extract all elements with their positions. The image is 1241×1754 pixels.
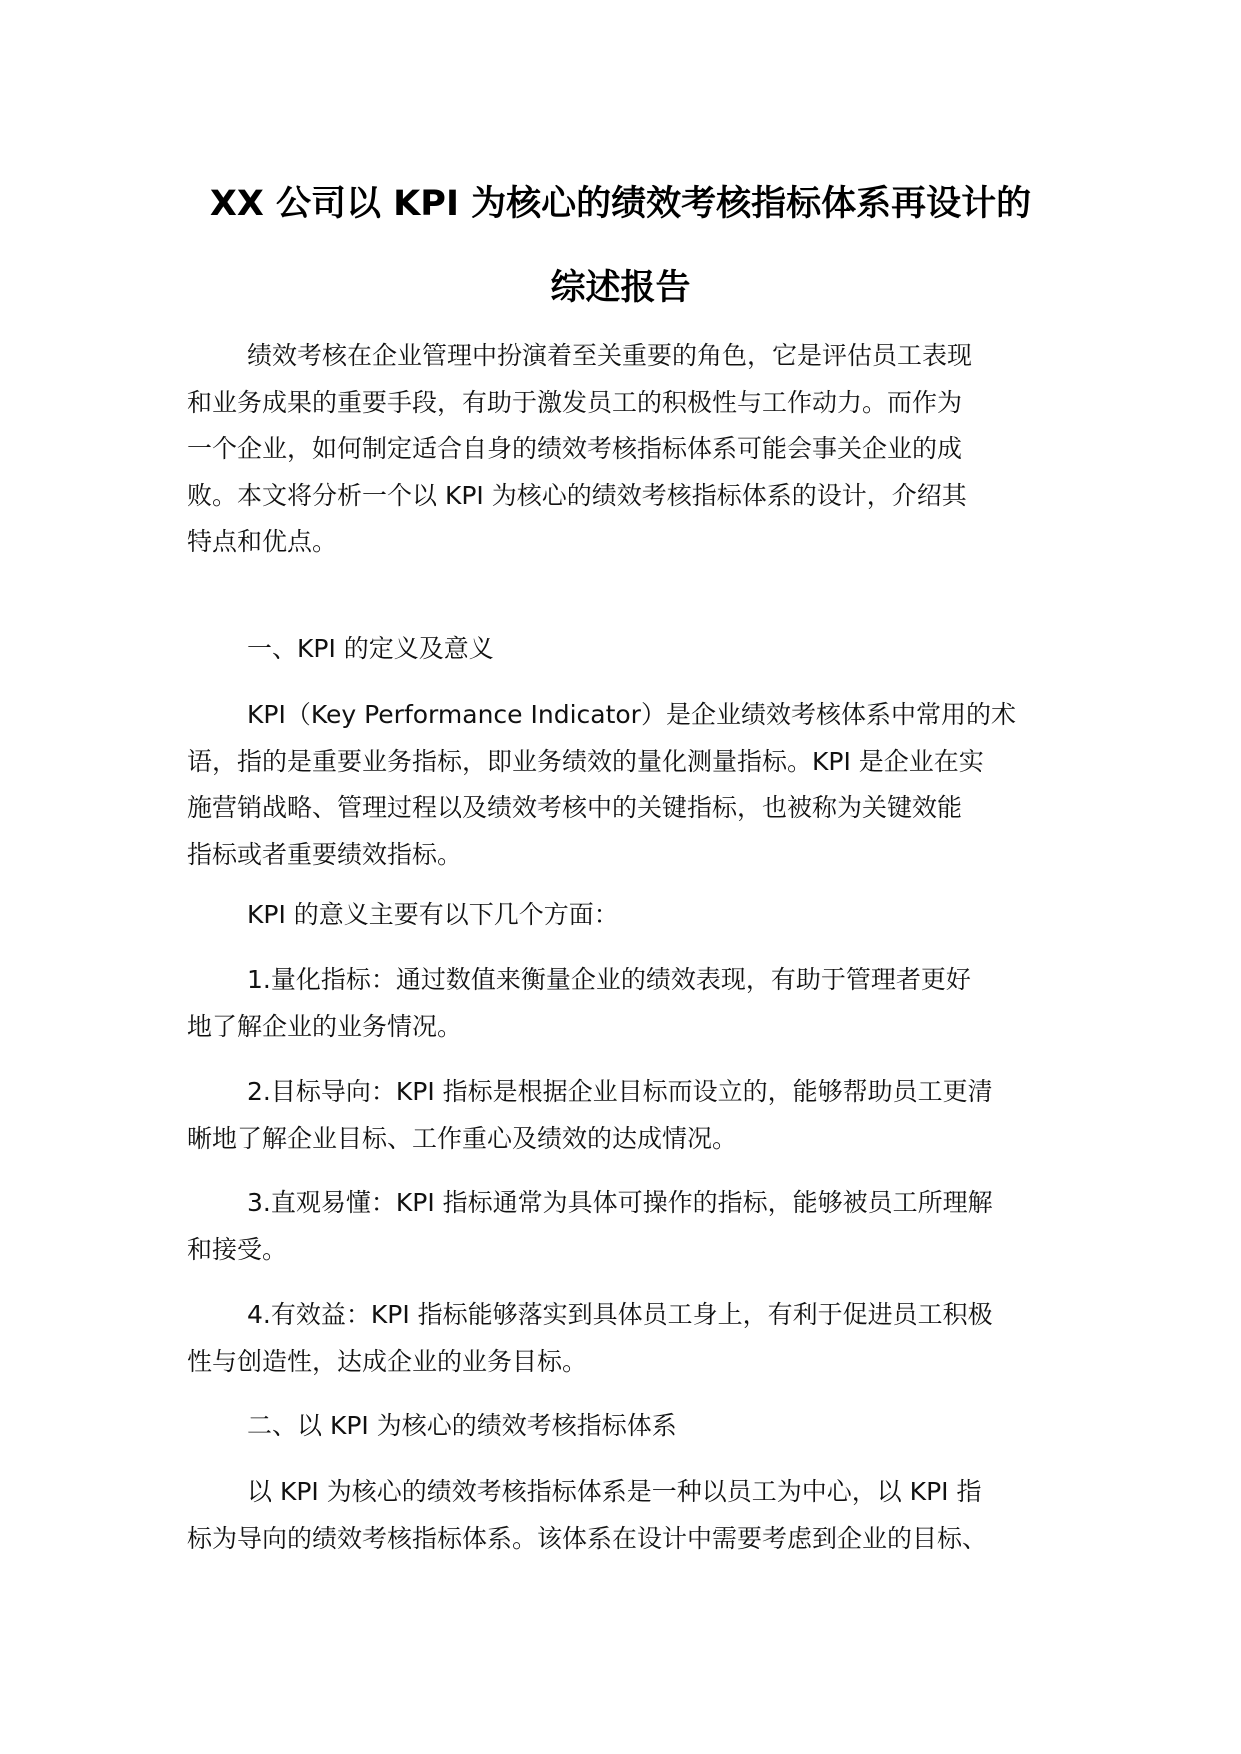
paragraph-line: 施营销战略、管理过程以及绩效考核中的关键指标，也被称为关键效能 <box>187 793 963 822</box>
section-heading-text: 一、KPI 的定义及意义 <box>247 634 494 663</box>
paragraph-line: KPI（Key Performance Indicator）是企业绩效考核体系中常用的术 <box>247 700 1016 729</box>
document-title-line-1: XX 公司以 KPI 为核心的绩效考核指标体系再设计的 <box>209 184 1032 224</box>
paragraph-line: 和业务成果的重要手段，有助于激发员工的积极性与工作动力。而作为 <box>187 387 963 417</box>
paragraph-line: 语，指的是重要业务指标，即业务绩效的量化测量指标。KPI 是企业在实 <box>187 746 984 776</box>
paragraph-line: 以 KPI 为核心的绩效考核指标体系是一种以员工为中心，以 KPI 指 <box>247 1477 982 1506</box>
paragraph-line: 晰地了解企业目标、工作重心及绩效的达成情况。 <box>187 1123 738 1153</box>
paragraph-kpi-definition <box>187 692 1067 878</box>
paragraph-line: 1.量化指标：通过数值来衡量企业的绩效表现，有助于管理者更好 <box>247 965 971 994</box>
paragraph-line: 性与创造性，达成企业的业务目标。 <box>187 1346 588 1376</box>
paragraph-line: 标为导向的绩效考核指标体系。该体系在设计中需要考虑到企业的目标、 <box>187 1523 988 1553</box>
document-title-line-2: 综述报告 <box>550 268 691 308</box>
list-item-2 <box>187 1069 1067 1162</box>
list-item-1 <box>187 957 1067 1050</box>
paragraph-line: 绩效考核在企业管理中扮演着至关重要的角色，它是评估员工表现 <box>247 341 973 370</box>
section-heading-2 <box>187 1403 1067 1450</box>
paragraph-intro <box>187 333 1067 566</box>
paragraph-line: 2.目标导向：KPI 指标是根据企业目标而设立的，能够帮助员工更清 <box>247 1077 993 1106</box>
paragraph-line: 指标或者重要绩效指标。 <box>187 839 463 869</box>
paragraph-line: 地了解企业的业务情况。 <box>187 1011 463 1041</box>
paragraph-kpi-meaning-intro <box>187 892 1067 939</box>
paragraph-line: KPI 的意义主要有以下几个方面： <box>247 900 619 929</box>
paragraph-kpi-system <box>187 1469 1067 1562</box>
paragraph-line: 4.有效益：KPI 指标能够落实到具体员工身上，有利于促进员工积极 <box>247 1300 993 1329</box>
paragraph-line: 一个企业，如何制定适合自身的绩效考核指标体系可能会事关企业的成 <box>187 434 963 463</box>
section-heading-text: 二、以 KPI 为核心的绩效考核指标体系 <box>247 1411 677 1440</box>
list-item-3 <box>187 1180 1067 1273</box>
paragraph-line: 3.直观易懂：KPI 指标通常为具体可操作的指标，能够被员工所理解 <box>247 1188 993 1217</box>
paragraph-line: 败。本文将分析一个以 KPI 为核心的绩效考核指标体系的设计，介绍其 <box>187 480 967 510</box>
paragraph-line: 和接受。 <box>187 1234 288 1264</box>
paragraph-line: 特点和优点。 <box>187 527 338 556</box>
section-heading-1 <box>187 626 1067 673</box>
list-item-4 <box>187 1292 1067 1385</box>
